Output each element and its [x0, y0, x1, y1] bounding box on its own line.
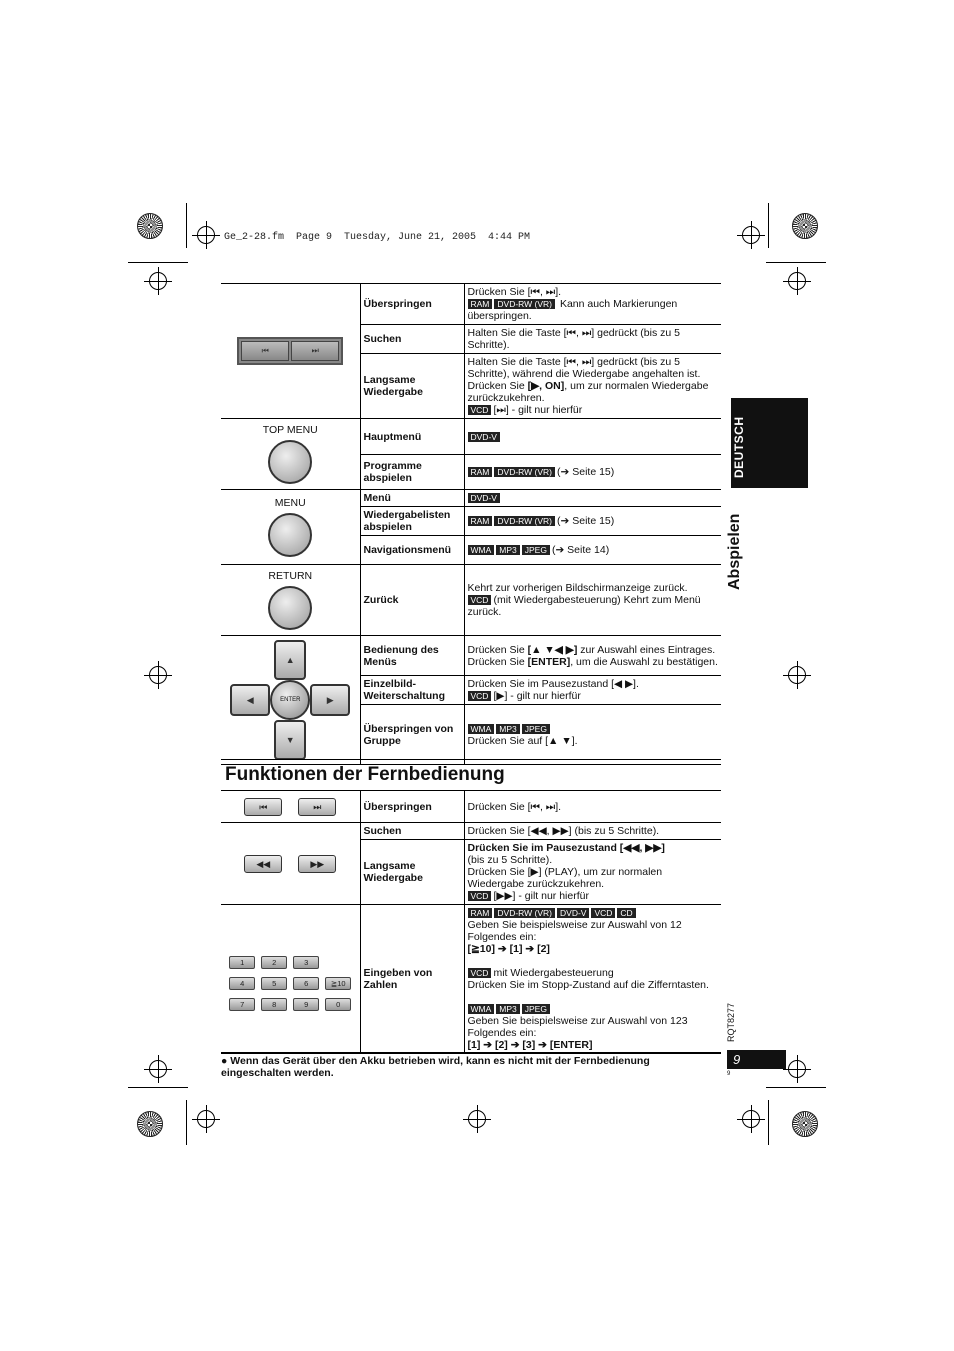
menu-button	[268, 513, 312, 557]
prev-icon: ⏮	[244, 798, 282, 816]
language-tab-label: DEUTSCH	[732, 416, 746, 478]
dpad-image	[221, 636, 360, 765]
badge-cd: CD	[617, 908, 635, 918]
badge-dvdv: DVD-V	[468, 432, 500, 442]
row-label: Zurück	[360, 565, 464, 636]
row-label: Menü	[360, 490, 464, 507]
remote-skip-image	[221, 791, 360, 823]
table-row	[221, 791, 721, 823]
cursor-pad	[230, 640, 350, 760]
row-description: Halten Sie die Taste [⏮, ⏭] gedrückt (bis zu 5 Schritte), während die Wiedergabe angehalten ist. Drücken Sie [▶, ON], um zur normalen Wiedergabe zurückzukehren. VCD [⏭] - gilt nur hierfür	[464, 354, 721, 419]
row-label: Überspringen	[360, 284, 464, 325]
row-label: Langsame Wiedergabe	[360, 840, 464, 905]
row-label: Überspringen von Gruppe	[360, 705, 464, 765]
row-label: Suchen	[360, 823, 464, 840]
row-label: Einzelbild-Weiterschaltung	[360, 676, 464, 705]
unit-skip-buttons	[237, 337, 343, 365]
registration-mark	[197, 226, 215, 244]
row-label: Programme abspielen	[360, 455, 464, 490]
rewind-icon: ◀◀	[244, 855, 282, 873]
fast-forward-icon: ▶▶	[298, 855, 336, 873]
chapter-title: Abspielen	[726, 513, 743, 590]
row-label: Wiedergabelisten abspielen	[360, 507, 464, 536]
table-row	[221, 565, 721, 636]
row-label: Eingeben von Zahlen	[360, 905, 464, 1054]
row-description	[464, 419, 721, 455]
footnote: ● Wenn das Gerät über den Akku betrieben wird, kann es nicht mit der Fernbedienung eingeschalten werden.	[221, 1052, 721, 1079]
row-label: Navigationsmenü	[360, 536, 464, 565]
down-arrow-icon: ▼	[274, 720, 306, 760]
menu-caption: MENU	[274, 497, 306, 509]
row-description: Kehrt zur vorherigen Bildschirmanzeige zurück. VCD (mit Wiedergabesteuerung) Kehrt zum Menü zurück.	[464, 565, 721, 636]
row-description: RAM DVD-RW (VR) DVD-V VCD CD Geben Sie beispielsweise zur Auswahl von 12 Folgendes ein: [≧10] ➔ [1] ➔ [2] VCD mit Wiedergabesteuerung Drücken Sie im Stopp-Zustand auf die Zifferntasten. WMA MP3 JPEG Geben Sie beispielsweise zur Auswahl von 123 Folgendes ein: [1] ➔ [2] ➔ [3] ➔ [ENTER]	[464, 905, 721, 1054]
row-description: RAM DVD-RW (VR) (➔ Seite 15)	[464, 507, 721, 536]
small-page-mark: 9	[727, 1071, 731, 1077]
row-description: Halten Sie die Taste [⏮, ⏭] gedrückt (bis zu 5 Schritte).	[464, 325, 721, 354]
right-arrow-icon: ▶	[310, 684, 350, 716]
return-button-image	[221, 565, 360, 636]
row-description: Drücken Sie [⏮, ⏭].	[464, 791, 721, 823]
badge-ram: RAM	[468, 299, 493, 309]
skip-back-icon: ⏮	[241, 341, 289, 361]
registration-mark	[468, 1110, 486, 1128]
top-menu-button	[268, 440, 312, 484]
document-code: RQT8277	[726, 1003, 736, 1043]
registration-mark	[149, 666, 167, 684]
row-description: Drücken Sie [⏮, ⏭]. RAM DVD-RW (VR) Kann auch Markierungen überspringen.	[464, 284, 721, 325]
menu-button-image	[221, 490, 360, 565]
top-menu-button-image	[221, 419, 360, 490]
table-row	[221, 490, 721, 507]
registration-mark	[788, 272, 806, 290]
badge-jpeg: JPEG	[522, 545, 550, 555]
table-row	[221, 284, 721, 325]
registration-mark	[742, 226, 760, 244]
badge-wma: WMA	[468, 545, 495, 555]
row-description: Drücken Sie im Pausezustand [◀◀, ▶▶] (bis zu 5 Schritte). Drücken Sie [▶] (PLAY), um zur normalen Wiedergabe zurückzukehren. VCD [▶▶] - gilt nur hierfür	[464, 840, 721, 905]
badge-vcd: VCD	[468, 405, 492, 415]
next-icon: ⏭	[298, 798, 336, 816]
row-label: Bedienung des Menüs	[360, 636, 464, 676]
top-menu-caption: TOP MENU	[262, 424, 318, 436]
registration-mark	[197, 1110, 215, 1128]
table-row	[221, 905, 721, 1054]
section-title: Funktionen der Fernbedienung	[225, 764, 505, 785]
table-row	[221, 636, 721, 676]
numeric-keypad-image	[221, 905, 360, 1054]
row-description: WMA MP3 JPEG Drücken Sie auf [▲ ▼].	[464, 705, 721, 765]
remote-search-image	[221, 823, 360, 905]
remote-controls-table	[221, 790, 721, 1054]
table-row	[221, 419, 721, 455]
return-button	[268, 586, 312, 630]
row-description: RAM DVD-RW (VR) (➔ Seite 15)	[464, 455, 721, 490]
row-description: DVD-V	[464, 490, 721, 507]
table-row	[221, 823, 721, 840]
left-arrow-icon: ◀	[230, 684, 270, 716]
row-label: Langsame Wiedergabe	[360, 354, 464, 419]
registration-mark	[742, 1110, 760, 1128]
row-description: WMA MP3 JPEG (➔ Seite 14)	[464, 536, 721, 565]
row-description: Drücken Sie [▲ ▼◀ ▶] zur Auswahl eines Eintrages. Drücken Sie [ENTER], um die Auswahl zu bestätigen.	[464, 636, 721, 676]
return-caption: RETURN	[268, 570, 313, 582]
registration-starburst	[137, 1111, 163, 1137]
unit-controls-table	[221, 283, 721, 765]
skip-buttons-image	[221, 284, 360, 419]
skip-forward-icon: ⏭	[291, 341, 339, 361]
up-arrow-icon: ▲	[274, 640, 306, 680]
row-description: Drücken Sie [◀◀, ▶▶] (bis zu 5 Schritte).	[464, 823, 721, 840]
registration-mark	[788, 666, 806, 684]
badge-mp3: MP3	[496, 545, 519, 555]
row-label: Hauptmenü	[360, 419, 464, 455]
row-label: Überspringen	[360, 791, 464, 823]
page-number: 9	[727, 1050, 786, 1069]
enter-button: ENTER	[270, 680, 310, 720]
registration-starburst	[792, 213, 818, 239]
file-info-header: Ge_2-28.fm Page 9 Tuesday, June 21, 2005 4:44 PM	[224, 232, 531, 243]
registration-mark	[149, 272, 167, 290]
badge-dvdrw: DVD-RW (VR)	[494, 299, 555, 309]
numeric-keypad: 1 2 3 4 5 6 ≧10 7 8 9 0	[224, 944, 357, 1015]
registration-mark	[788, 1060, 806, 1078]
registration-starburst	[792, 1111, 818, 1137]
registration-mark	[149, 1060, 167, 1078]
row-label: Suchen	[360, 325, 464, 354]
row-description: Drücken Sie im Pausezustand [◀ ▶]. VCD [▶] - gilt nur hierfür	[464, 676, 721, 705]
registration-starburst	[137, 213, 163, 239]
